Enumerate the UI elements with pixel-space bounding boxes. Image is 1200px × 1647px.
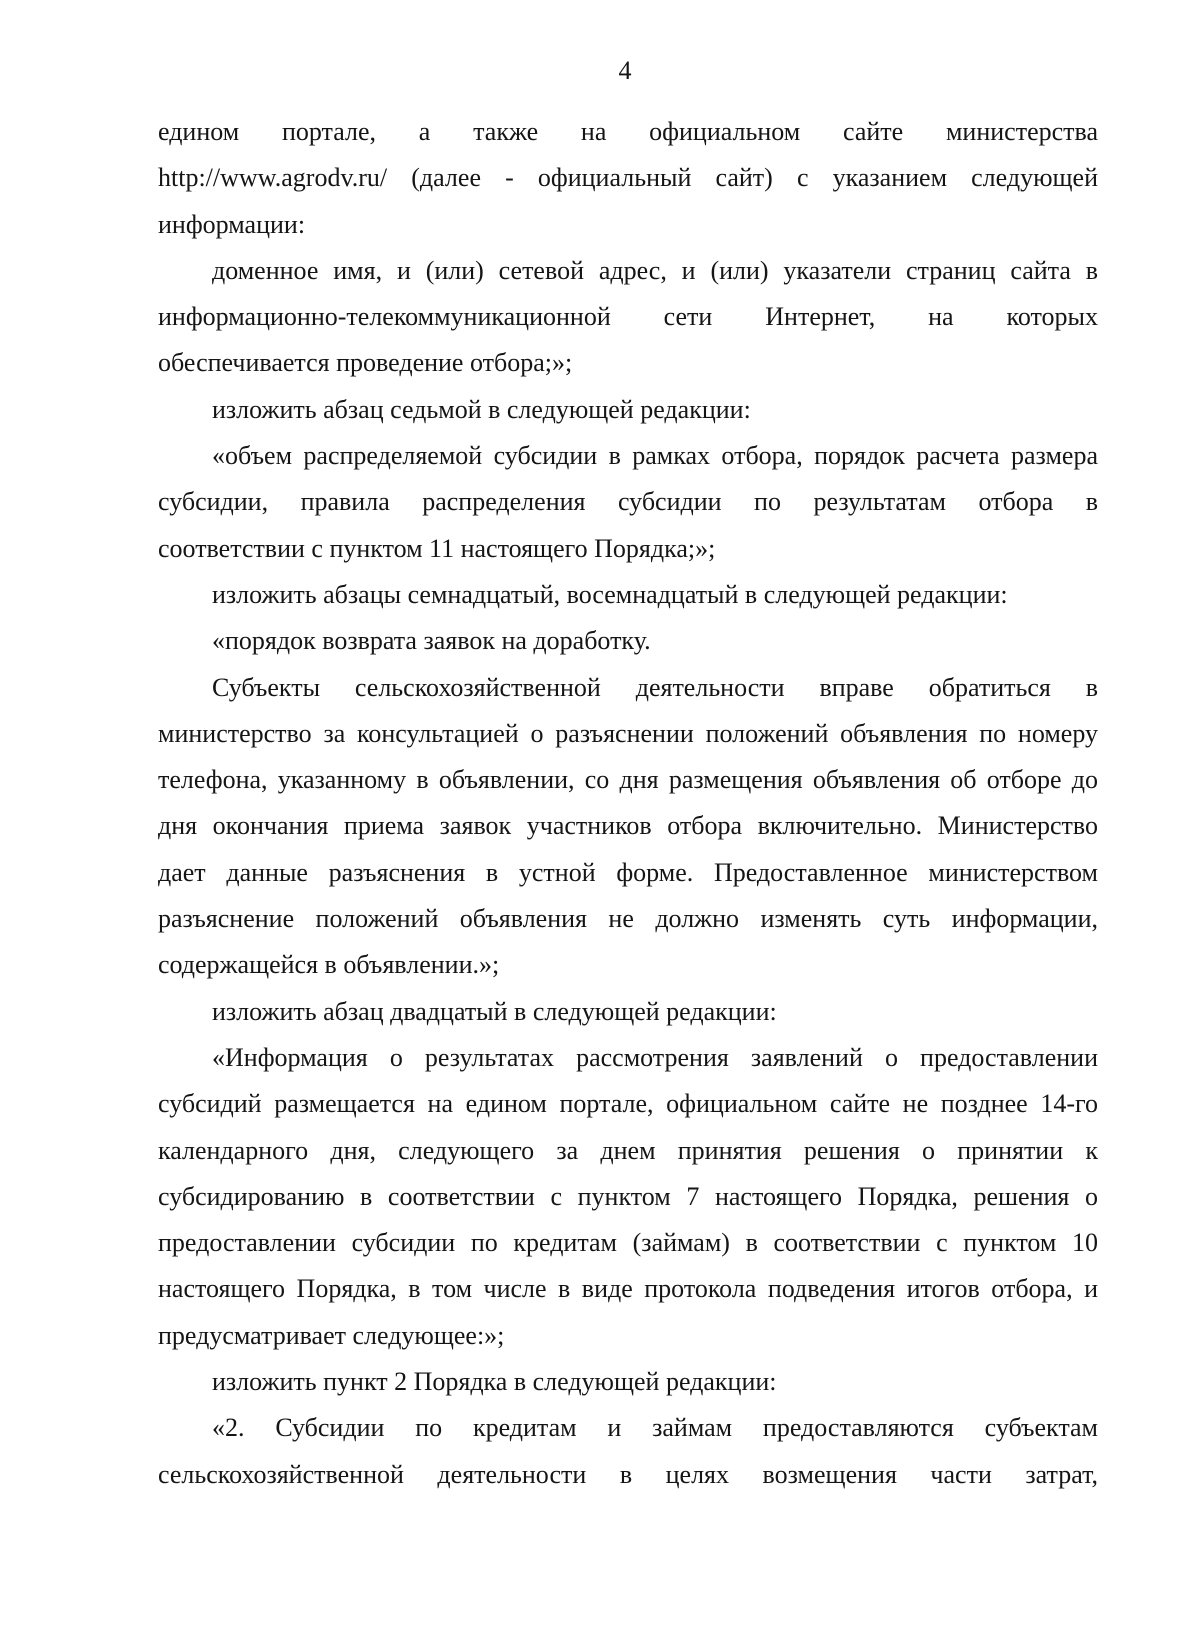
text-line: изложить абзац двадцатый в следующей редакции: [212, 996, 777, 1026]
text-line: «Информация о результатах рассмотрения заявлений о предоставлении [212, 1042, 1098, 1072]
page-number: 4 [618, 56, 632, 85]
text-line: http://www.agrodv.ru/ (далее - официальный сайт) с указанием следующей [158, 163, 1098, 193]
text-line: субсидированию в соответствии с пунктом 7 настоящего Порядка, решения о [158, 1181, 1098, 1211]
text-line: министерство за консультацией о разъяснении положений объявления по номеру [158, 718, 1098, 748]
text-line: дня окончания приема заявок участников отбора включительно. Министерство [158, 811, 1098, 841]
document-text [158, 109, 1098, 1498]
text-line: «2. Субсидии по кредитам и займам предоставляются субъектам [212, 1413, 1098, 1443]
text-line: «порядок возврата заявок на доработку. [212, 626, 651, 656]
text-line: изложить абзац седьмой в следующей редакции: [212, 394, 751, 424]
text-line: телефона, указанному в объявлении, со дня размещения объявления об отборе до [158, 765, 1098, 795]
text-line: едином портале, а также на официальном сайте министерства [158, 117, 1098, 146]
text-line: информационно-телекоммуникационной сети Интернет, на которых [158, 302, 1098, 332]
text-line: изложить пункт 2 Порядка в следующей редакции: [212, 1367, 777, 1397]
text-line: изложить абзацы семнадцатый, восемнадцатый в следующей редакции: [212, 579, 1008, 609]
text-line: содержащейся в объявлении.»; [158, 950, 500, 980]
text-line: доменное имя, и (или) сетевой адрес, и (или) указатели страниц сайта в [212, 255, 1098, 285]
text-line: соответствии с пунктом 11 настоящего Порядка;»; [158, 533, 716, 563]
text-line: субсидии, правила распределения субсидии по результатам отбора в [158, 487, 1098, 517]
text-line: сельскохозяйственной деятельности в целях возмещения части затрат, [158, 1459, 1098, 1489]
text-line: информации: [158, 209, 306, 239]
text-line: настоящего Порядка, в том числе в виде протокола подведения итогов отбора, и [158, 1274, 1098, 1304]
text-line: субсидий размещается на едином портале, официальном сайте не позднее 14-го [158, 1089, 1098, 1119]
text-line: обеспечивается проведение отбора;»; [158, 348, 573, 378]
text-line: дает данные разъяснения в устной форме. Предоставленное министерством [158, 857, 1098, 887]
text-line: предоставлении субсидии по кредитам (займам) в соответствии с пунктом 10 [158, 1228, 1098, 1258]
text-line: «объем распределяемой субсидии в рамках отбора, порядок расчета размера [212, 441, 1098, 471]
text-line: календарного дня, следующего за днем принятия решения о принятии к [158, 1135, 1098, 1165]
text-line: разъяснение положений объявления не должно изменять суть информации, [158, 904, 1098, 934]
text-line: Субъекты сельскохозяйственной деятельности вправе обратиться в [212, 672, 1098, 702]
text-line: предусматривает следующее:»; [158, 1320, 505, 1350]
